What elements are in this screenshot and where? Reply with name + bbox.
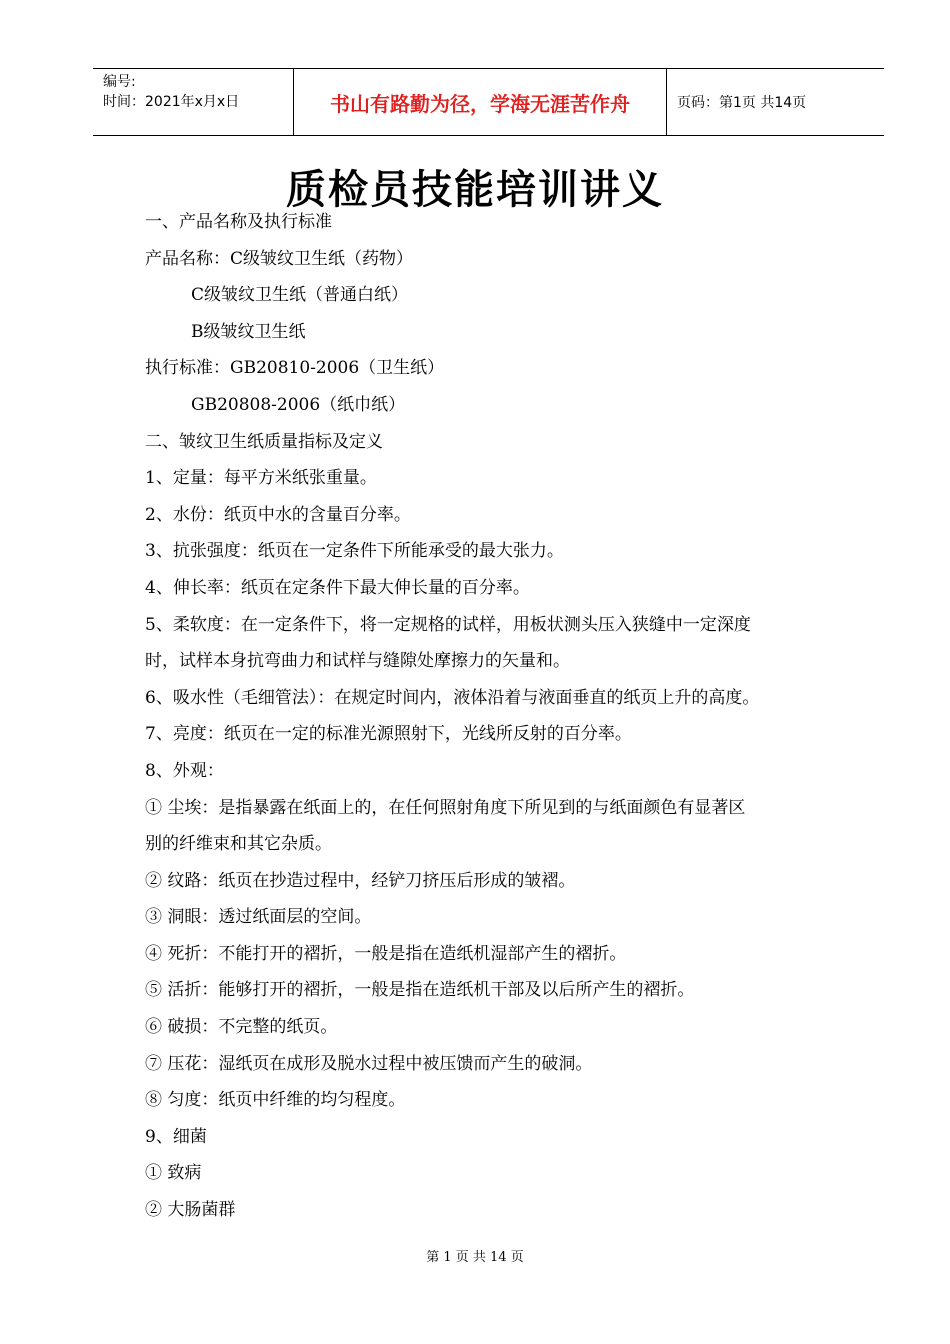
text-line: ② 大肠菌群	[145, 1200, 236, 1221]
text-line: ⑥ 破损：不完整的纸页。	[145, 1017, 338, 1038]
text-line: 1、定量：每平方米纸张重量。	[145, 468, 377, 489]
header-motto: 书山有路勤为径，学海无涯苦作舟	[294, 69, 667, 135]
text-line: C级皱纹卫生纸（普通白纸）	[191, 285, 409, 306]
text-line: 8、外观：	[145, 760, 224, 781]
header-page-info: 页码：第1页 共14页	[677, 95, 807, 111]
text-line: ⑧ 匀度：纸页中纤维的均匀程度。	[145, 1090, 406, 1111]
text-line: ③ 洞眼：透过纸面层的空间。	[145, 907, 372, 928]
page-footer: 第 1 页 共 14 页	[426, 1250, 524, 1265]
text-line: 2、水份：纸页中水的含量百分率。	[145, 504, 411, 525]
text-line: 时，试样本身抗弯曲力和试样与缝隙处摩擦力的矢量和。	[145, 651, 570, 672]
text-line: 6、吸水性（毛细管法）：在规定时间内，液体沿着与液面垂直的纸页上升的高度。	[145, 687, 760, 708]
text-line: 7、亮度：纸页在一定的标准光源照射下，光线所反射的百分率。	[145, 724, 632, 745]
text-line: GB20808-2006（纸巾纸）	[191, 394, 406, 415]
header-table	[93, 68, 884, 136]
text-line: ① 致病	[145, 1163, 202, 1184]
text-line: 执行标准：GB20810-2006（卫生纸）	[145, 358, 445, 379]
text-line: 5、柔软度：在一定条件下，将一定规格的试样，用板状测头压入狭缝中一定深度	[145, 614, 751, 635]
text-line: ⑤ 活折：能够打开的褶折，一般是指在造纸机干部及以后所产生的褶折。	[145, 980, 695, 1001]
text-line: B级皱纹卫生纸	[191, 321, 306, 342]
text-line: 3、抗张强度：纸页在一定条件下所能承受的最大张力。	[145, 541, 564, 562]
time-label: 时间：2021年x月x日	[103, 94, 240, 110]
text-line: ② 纹路：纸页在抄造过程中，经铲刀挤压后形成的皱褶。	[145, 870, 576, 891]
header-meta-cell	[93, 69, 294, 135]
text-line: 产品名称：C级皱纹卫生纸（药物）	[145, 248, 414, 269]
document-title: 质检员技能培训讲义	[286, 167, 664, 213]
text-line: 9、细菌	[145, 1126, 207, 1147]
text-line: 一、产品名称及执行标准	[145, 212, 332, 232]
number-label: 编号:	[103, 74, 136, 90]
text-line: ⑦ 压花：湿纸页在成形及脱水过程中被压馈而产生的破洞。	[145, 1053, 593, 1074]
text-line: 4、伸长率：纸页在定条件下最大伸长量的百分率。	[145, 577, 530, 598]
text-line: 别的纤维束和其它杂质。	[145, 834, 332, 855]
document-body	[145, 204, 845, 1229]
text-line: ① 尘埃：是指暴露在纸面上的，在任何照射角度下所见到的与纸面颜色有显著区	[145, 797, 746, 818]
text-line: ④ 死折：不能打开的褶折，一般是指在造纸机湿部产生的褶折。	[145, 943, 627, 964]
text-line: 二、皱纹卫生纸质量指标及定义	[145, 431, 383, 452]
